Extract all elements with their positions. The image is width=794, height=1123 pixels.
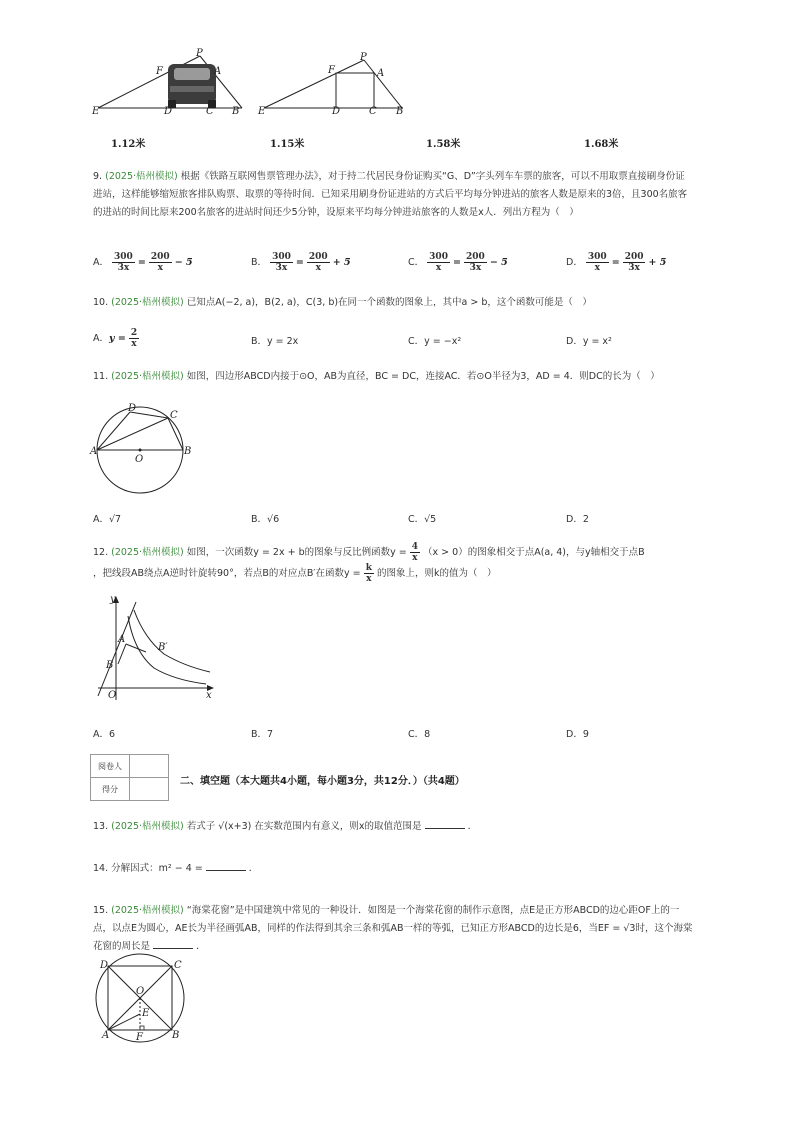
q10-option-d[interactable]: D．y = x² bbox=[566, 336, 612, 347]
q13-answer-blank[interactable] bbox=[425, 828, 465, 829]
q8-label: P bbox=[196, 48, 203, 59]
svg-text:C: C bbox=[170, 410, 178, 421]
svg-text:O: O bbox=[135, 454, 144, 465]
q8-label: D bbox=[164, 106, 173, 117]
q11-stem bbox=[93, 368, 693, 386]
q8-label: C bbox=[206, 106, 214, 117]
q8-label: D bbox=[332, 106, 341, 117]
q11-option-d[interactable]: D．2 bbox=[566, 514, 589, 525]
q10-stem bbox=[93, 294, 693, 312]
q11-option-b[interactable]: B．√6 bbox=[251, 514, 280, 525]
q8-option-b[interactable]: 1.15米 bbox=[270, 139, 305, 150]
svg-text:B: B bbox=[172, 1030, 180, 1041]
q13-stem: 13. (2025·梧州模拟) 若式子 √(x+3) 在实数范围内有意义，则x的取值范围是 ． bbox=[93, 821, 478, 832]
svg-text:B: B bbox=[184, 446, 192, 457]
reviewer-cell[interactable] bbox=[130, 755, 169, 778]
q11-circle-figure bbox=[90, 402, 190, 498]
q9-stem bbox=[93, 168, 693, 222]
q8-label: A bbox=[214, 66, 222, 77]
q8-label: E bbox=[258, 106, 266, 117]
q9-option-d[interactable]: D． $\frac{300}{x}$ = $\frac{200}{3x}$ + 5 bbox=[566, 252, 667, 273]
q10-source: (2025·梧州模拟) bbox=[111, 297, 184, 308]
q8-label: B bbox=[232, 106, 240, 117]
svg-text:F: F bbox=[136, 1032, 143, 1043]
q14-answer-blank[interactable] bbox=[206, 870, 246, 871]
reviewer-label: 阅卷人 bbox=[91, 755, 130, 778]
q8-label: B bbox=[396, 106, 404, 117]
q8-label: C bbox=[369, 106, 377, 117]
svg-text:D: D bbox=[128, 403, 137, 414]
q8-figure-geometry bbox=[256, 44, 416, 116]
q9-option-b[interactable]: B． $\frac{300}{3x}$ = $\frac{200}{x}$ + 5 bbox=[251, 252, 351, 273]
q11-option-a[interactable]: A．√7 bbox=[93, 514, 122, 525]
q10-option-b[interactable]: B．y = 2x bbox=[251, 336, 299, 347]
q10-option-a[interactable]: A．y = $\frac{2}{x}$ bbox=[93, 328, 138, 349]
q8-label: E bbox=[92, 106, 100, 117]
q8-label: P bbox=[360, 52, 367, 63]
svg-text:E: E bbox=[142, 1008, 150, 1019]
q9-number: 9. bbox=[93, 171, 103, 182]
q8-option-d[interactable]: 1.68米 bbox=[584, 139, 619, 150]
svg-text:x: x bbox=[206, 690, 212, 701]
svg-text:B: B bbox=[106, 660, 114, 671]
q12-option-c[interactable]: C．8 bbox=[408, 729, 431, 740]
q9-source: (2025·梧州模拟) bbox=[105, 171, 178, 182]
q9-text: 根据《铁路互联网售票管理办法》，对于持二代居民身份证购买“G、D”字头列车车票的旅客，可以不用取票直接刷身份证进站，这样能够缩短旅客排队购票、取票的等待时间．已知采用刷身份证进站的方式后平均每分钟进站的旅客人数是原来的3倍，且300名旅客的进站的时间比原来200名旅客的进站时间还少5分钟，设原来平均每分钟进站旅客的人数是x人．列出方程为（ ） bbox=[93, 171, 688, 218]
section-title: 二、填空题（本大题共4小题，每小题3分，共12分．）（共4题） bbox=[180, 776, 465, 787]
q9-option-a[interactable]: A． $\frac{300}{3x}$ = $\frac{200}{x}$ − 5 bbox=[93, 252, 193, 273]
q10-text: 已知点A(−2, a)，B(2, a)，C(3, b)在同一个函数的图象上，其中a > b，这个函数可能是（ ） bbox=[186, 297, 592, 308]
q10-number: 10. bbox=[93, 297, 109, 308]
q11-text: 如图，四边形ABCD内接于⊙O，AB为直径，BC = DC，连接AC．若⊙O半径为3，AD = 4．则DC的长为（ ） bbox=[186, 371, 660, 382]
q11-number: 11. bbox=[93, 371, 109, 382]
q12-option-d[interactable]: D．9 bbox=[566, 729, 589, 740]
q12-option-a[interactable]: A．6 bbox=[93, 729, 116, 740]
q15-flower-window-figure bbox=[90, 958, 190, 1042]
q15-answer-blank[interactable] bbox=[153, 948, 193, 949]
q9-option-c[interactable]: C． $\frac{300}{x}$ = $\frac{200}{3x}$ − 5 bbox=[408, 252, 508, 273]
q8-option-a[interactable]: 1.12米 bbox=[111, 139, 146, 150]
svg-text:O: O bbox=[108, 690, 117, 701]
svg-text:O: O bbox=[136, 986, 145, 997]
svg-text:A: A bbox=[90, 446, 98, 457]
svg-text:y: y bbox=[110, 594, 116, 605]
q12-stem: 12. (2025·梧州模拟) 如图，一次函数y = 2x + b的图象与反比例函数y = $\frac{4}{x}$ （x > 0）的图象相交于点A(a, 4)，与y轴相交于点B ，把线段AB绕点A逆时针旋转90°，若点B的对应点B′在函数y = $\frac{k}{x}$ 的图象上，则k的值为（ ） bbox=[93, 542, 645, 584]
svg-text:B′: B′ bbox=[158, 642, 168, 653]
q8-option-c[interactable]: 1.58米 bbox=[426, 139, 461, 150]
car-icon bbox=[168, 64, 216, 108]
score-cell[interactable] bbox=[130, 778, 169, 801]
q15-stem: 15. (2025·梧州模拟) “海棠花窗”是中国建筑中常见的一种设计．如图是一个海棠花窗的制作示意图，点E是正方形ABCD的边心距OF上的一点，以点E为圆心，AE长为半径画弧AB，同样的作法得到其余三条和弧AB一样的等弧，已知正方形ABCD的边长是6，当EF = √3时，这个海棠花窗的周长是 ． bbox=[93, 905, 693, 952]
score-table bbox=[90, 754, 169, 801]
q12-source: (2025·梧州模拟) bbox=[111, 547, 184, 558]
svg-text:C: C bbox=[174, 960, 182, 971]
q8-label: A bbox=[377, 68, 385, 79]
score-label: 得分 bbox=[91, 778, 130, 801]
q12-number: 12. bbox=[93, 547, 109, 558]
q8-label: F bbox=[156, 66, 163, 77]
q8-figure-car bbox=[90, 44, 260, 116]
q12-option-b[interactable]: B．7 bbox=[251, 729, 274, 740]
svg-text:D: D bbox=[100, 960, 109, 971]
q12-graph-figure bbox=[94, 592, 218, 702]
q10-option-c[interactable]: C．y = −x² bbox=[408, 336, 462, 347]
svg-text:A: A bbox=[118, 634, 126, 645]
svg-text:A: A bbox=[102, 1030, 110, 1041]
q11-source: (2025·梧州模拟) bbox=[111, 371, 184, 382]
q8-label: F bbox=[328, 65, 335, 76]
q14-stem: 14. 分解因式：m² − 4 = ． bbox=[93, 863, 259, 874]
q11-option-c[interactable]: C．√5 bbox=[408, 514, 437, 525]
